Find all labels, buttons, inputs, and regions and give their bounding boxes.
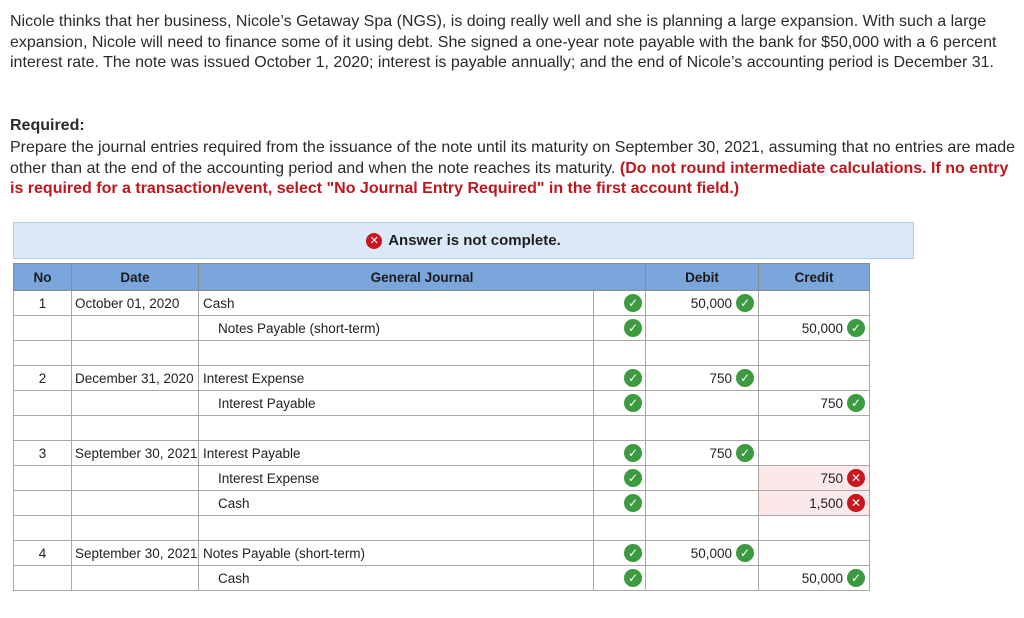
check-circle-icon: ✓ [624,444,642,462]
entry-number: 3 [14,441,72,466]
debit-amount-input-value: 750 [709,445,732,461]
check-circle-icon: ✓ [624,494,642,512]
empty-cell[interactable] [594,416,646,441]
journal-spacer-row [14,341,870,366]
debit-amount-input[interactable] [646,466,759,491]
x-circle-icon: ✕ [847,469,865,487]
entry-date-select[interactable]: September 30, 2021 [72,441,199,466]
account-select[interactable] [199,491,594,516]
account-status-cell [594,291,646,316]
problem-intro: Nicole thinks that her business, Nicole’s Getaway Spa (NGS), is doing really well and she is planning a large expansion. With such a large expansion, Nicole will need to finance some of it using debt. She signed a one-year note payable with the bank for $50,000 with a 6 percent interest rate. The note was issued October 1, 2020; interest is payable annually; and the end of Nicole’s accounting period is December 31. [10,13,997,71]
debit-amount-input-value: 50,000 [690,295,732,311]
journal-entry-row [14,491,870,516]
header-date: Date [72,264,199,291]
account-name: Interest Payable [203,445,301,461]
header-general-journal: General Journal [199,264,646,291]
credit-amount-input[interactable] [759,391,870,416]
debit-amount-input[interactable] [646,316,759,341]
journal-spacer-row [14,416,870,441]
header-debit: Debit [646,264,759,291]
credit-amount-input[interactable] [759,441,870,466]
journal-entry-row [14,466,870,491]
empty-cell[interactable] [72,516,199,541]
check-circle-icon: ✓ [624,544,642,562]
check-circle-icon: ✓ [624,569,642,587]
check-circle-icon: ✓ [736,294,754,312]
empty-cell[interactable] [594,516,646,541]
empty-cell[interactable] [759,416,870,441]
account-name: Cash [203,295,235,311]
empty-cell[interactable] [759,516,870,541]
required-note: (Do not round intermediate calculations. If no entry is required for a transaction/event, select "No Journal Entry Required" in the first account field.) [10,159,1009,197]
entry-number [14,316,72,341]
check-circle-icon: ✓ [736,544,754,562]
account-status-cell [594,466,646,491]
answer-status-banner [13,222,914,259]
credit-amount-input[interactable] [759,316,870,341]
debit-amount-input-value: 50,000 [690,545,732,561]
journal-entry-row [14,316,870,341]
debit-amount-input[interactable] [646,541,759,566]
account-select[interactable] [199,441,594,466]
journal-header-row [14,264,870,291]
journal-entry-row [14,291,870,316]
credit-amount-input-value: 750 [820,395,843,411]
check-circle-icon: ✓ [736,369,754,387]
required-instructions: Prepare the journal entries required from the issuance of the note until its maturity on September 30, 2021, assuming that no entries are made other than at the end of the accounting period and when the note reaches its maturity. [10,139,1016,177]
entry-date-select[interactable] [72,491,199,516]
required-text [10,138,1018,200]
journal-entry-row [14,566,870,591]
account-name: Notes Payable (short-term) [218,320,381,336]
account-select[interactable] [199,466,594,491]
credit-amount-input-value: 50,000 [801,320,843,336]
entry-date-select[interactable]: December 31, 2020 [72,366,199,391]
account-select[interactable] [199,291,594,316]
entry-date-select[interactable] [72,466,199,491]
journal-entry-row [14,541,870,566]
entry-date-select[interactable] [72,566,199,591]
entry-date-select[interactable] [72,316,199,341]
answer-status-text: Answer is not complete. [388,232,561,249]
journal-entry-row [14,366,870,391]
empty-cell[interactable] [646,516,759,541]
journal-entry-row [14,441,870,466]
empty-cell[interactable] [199,341,594,366]
credit-amount-input[interactable] [759,366,870,391]
check-circle-icon: ✓ [624,369,642,387]
debit-amount-input[interactable] [646,491,759,516]
entry-number [14,491,72,516]
debit-amount-input[interactable] [646,291,759,316]
entry-date-select[interactable]: September 30, 2021 [72,541,199,566]
required-heading: Required: [10,117,85,134]
check-circle-icon: ✓ [624,394,642,412]
account-name: Interest Payable [218,395,316,411]
empty-cell[interactable] [72,341,199,366]
check-circle-icon: ✓ [847,394,865,412]
credit-amount-input-value: 750 [820,470,843,486]
debit-amount-input[interactable] [646,566,759,591]
account-status-cell [594,441,646,466]
credit-amount-input[interactable] [759,291,870,316]
journal-spacer-row [14,516,870,541]
check-circle-icon: ✓ [736,444,754,462]
account-name: Interest Expense [203,370,305,386]
journal-entry-row [14,391,870,416]
debit-amount-input[interactable] [646,366,759,391]
account-select[interactable] [199,366,594,391]
account-name: Cash [218,495,250,511]
debit-amount-input-value: 750 [709,370,732,386]
credit-amount-input-value: 50,000 [801,570,843,586]
credit-amount-input[interactable] [759,541,870,566]
header-credit: Credit [759,264,870,291]
check-circle-icon: ✓ [847,319,865,337]
account-select[interactable] [199,391,594,416]
entry-date-select[interactable] [72,391,199,416]
credit-amount-input[interactable] [759,466,870,491]
debit-amount-input[interactable] [646,441,759,466]
account-select[interactable] [199,566,594,591]
empty-cell[interactable] [72,416,199,441]
account-name: Interest Expense [218,470,320,486]
empty-cell[interactable] [646,416,759,441]
empty-cell[interactable] [759,341,870,366]
empty-cell[interactable] [14,416,72,441]
account-status-cell [594,541,646,566]
entry-number [14,391,72,416]
x-circle-icon: ✕ [366,233,382,249]
credit-amount-input[interactable] [759,566,870,591]
credit-amount-input[interactable] [759,491,870,516]
account-status-cell [594,491,646,516]
empty-cell[interactable] [14,341,72,366]
entry-number [14,566,72,591]
account-status-cell [594,366,646,391]
x-circle-icon: ✕ [847,494,865,512]
entry-date-select[interactable]: October 01, 2020 [72,291,199,316]
check-circle-icon: ✓ [624,319,642,337]
account-status-cell [594,566,646,591]
check-circle-icon: ✓ [624,469,642,487]
account-select[interactable] [199,316,594,341]
account-name: Cash [218,570,250,586]
credit-amount-input-value: 1,500 [809,495,843,511]
account-name: Notes Payable (short-term) [203,545,366,561]
entry-number: 1 [14,291,72,316]
check-circle-icon: ✓ [847,569,865,587]
entry-number: 2 [14,366,72,391]
general-journal-table [13,263,870,591]
entry-number [14,466,72,491]
empty-cell[interactable] [14,516,72,541]
empty-cell[interactable] [594,341,646,366]
account-status-cell [594,316,646,341]
account-status-cell [594,391,646,416]
check-circle-icon: ✓ [624,294,642,312]
empty-cell[interactable] [199,516,594,541]
header-no: No [14,264,72,291]
account-select[interactable] [199,541,594,566]
entry-number: 4 [14,541,72,566]
empty-cell[interactable] [646,341,759,366]
debit-amount-input[interactable] [646,391,759,416]
empty-cell[interactable] [199,416,594,441]
